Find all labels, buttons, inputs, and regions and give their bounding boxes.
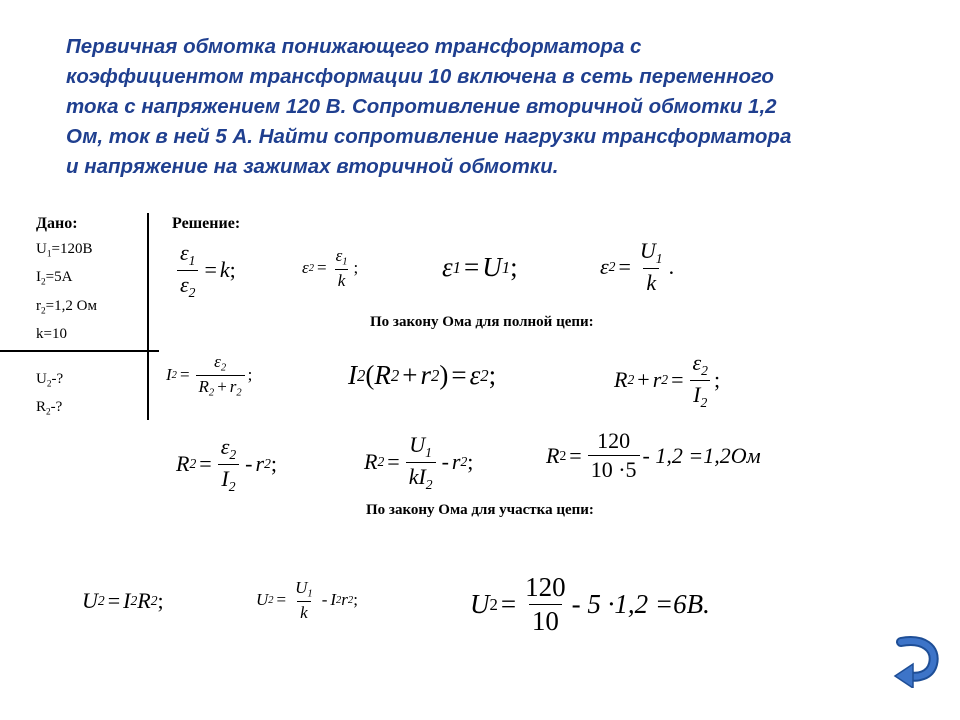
given-value: =5А [45,269,73,286]
problem-line: и напряжение на зажимах вторичной обмотки. [66,155,559,178]
find-symbol: U [36,371,47,387]
given-symbol: I [36,269,41,286]
given-divider-vertical [147,213,149,420]
formula-r-sum: R 2 + r 2 = $\frac{\varepsilon_2}{I_2}$ ; [614,350,721,410]
problem-line: тока с напряжением 120 В. Сопротивление вторичной обмотки 1,2 [66,95,777,118]
law-circuit-section: По закону Ома для участка цепи: [366,502,594,518]
given-value: =120В [51,241,93,257]
r2-result: - 1,2 =1,2Ом [642,442,761,468]
given-divider-horizontal [0,350,159,352]
formula-emf1-equals-u1: ε 1 = U 1 ; [442,252,518,282]
formula-u2-ohm: U 2 = I 2 R 2 ; [82,588,164,613]
given-item [36,323,97,346]
formula-i2-full-circuit: I 2 = $\frac{\varepsilon_2}{R_2 + r_2}$ ; [166,352,253,399]
r2-denominator: 10 ·5 [588,455,640,483]
formula-emf2-product: I 2 ( R 2 + r 2 ) = ε 2 ; [348,360,497,390]
given-symbol: k [36,325,44,342]
u2-denominator: 10 [529,604,562,637]
given-value: =1,2 Ом [45,297,97,314]
formula-r2-from-u1: R 2 = $\frac{U_1}{kI_2}$ - r 2 ; [364,432,474,492]
law-full-circuit: По закону Ома для полной цепи: [370,314,594,330]
given-subscript: 1 [46,249,52,260]
solution-title: Решение: [172,215,241,232]
given-title: Дано: [36,215,78,232]
problem-statement [66,32,916,182]
given-item [36,266,97,294]
given-subscript: 2 [41,305,46,316]
formula-emf2-from-u1: ε 2 = $\frac{U_1}{k}$ . [600,238,675,295]
given-list [36,238,97,346]
formula-emf-ratio: $\frac{\varepsilon_1}{\varepsilon_2}$ = k ; [174,240,236,301]
formula-u2-expanded: U 2 = $\frac{U_1}{k}$ - I 2 r 2 ; [256,578,358,622]
problem-line: коэффициентом трансформации 10 включена в сеть переменного [66,65,774,88]
return-arrow-icon[interactable] [893,636,939,688]
formula-u2-value: U 2 = $\frac{120}{10}$ - 5 ·1,2 =6В. [470,572,710,636]
given-value: =10 [43,325,67,342]
given-symbol: r [36,297,41,314]
r2-numerator: 120 [597,428,631,453]
given-item [36,295,97,323]
find-list [36,368,63,425]
find-subscript: 2 [46,407,51,418]
find-item [36,368,63,396]
formula-r2-from-emf: R 2 = $\frac{\varepsilon_2}{I_2}$ - r 2 ; [176,434,277,494]
find-subscript: 2 [46,379,52,390]
formula-r2-value: R 2 = $\frac{120}{10 \cdot 5}$ - 1,2 =1,2Ом [546,428,761,482]
problem-line: Первичная обмотка понижающего трансформатора с [66,35,642,58]
find-value: -? [51,371,64,387]
find-item [36,396,63,424]
given-symbol: U [36,241,47,257]
u2-numerator: 120 [525,572,566,602]
u2-result: - 5 ·1,2 =6В. [571,589,710,619]
formula-emf2-from-emf1: ε 2 = $\frac{\varepsilon_1}{k}$ ; [302,246,359,290]
problem-line: Ом, ток в ней 5 А. Найти сопротивление нагрузки трансформатора [66,125,792,148]
given-item [36,238,97,266]
given-subscript: 2 [41,277,46,288]
find-value: -? [50,399,63,416]
find-symbol: R [36,399,47,416]
